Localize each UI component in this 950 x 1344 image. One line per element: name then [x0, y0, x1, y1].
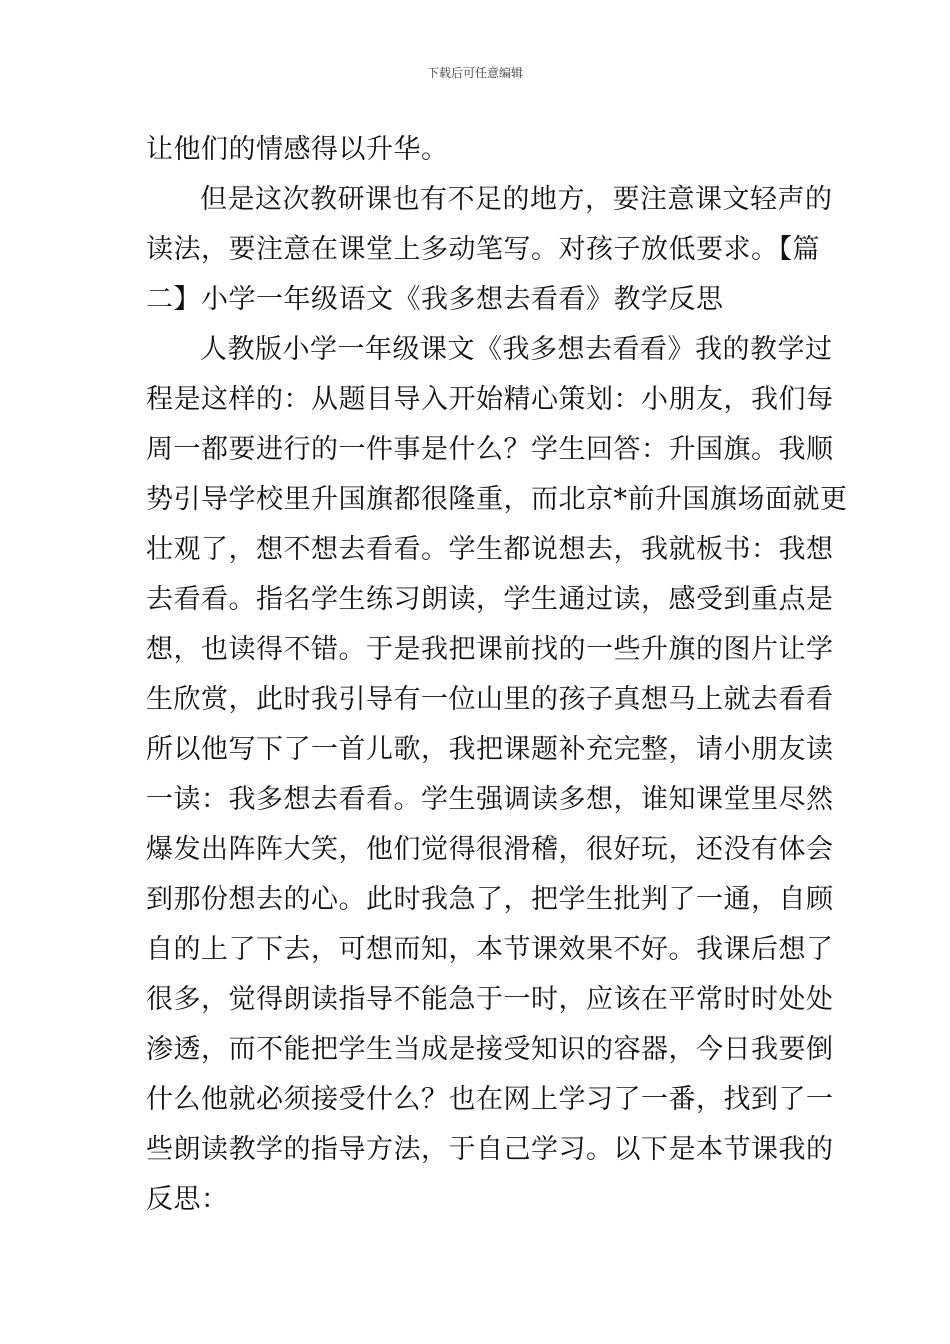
text-line: 自的上了下去，可想而知，本节课效果不好。我课后想了 [146, 934, 834, 965]
text-line: 二】小学一年级语文《我多想去看看》教学反思 [146, 284, 724, 315]
text-line: 所以他写下了一首儿歌，我把课题补充完整，请小朋友读 [146, 734, 834, 765]
text-line: 渗透，而不能把学生当成是接受知识的容器，今日我要倒 [146, 1034, 834, 1065]
text-line: 周一都要进行的一件事是什么？学生回答：升国旗。我顺 [146, 434, 834, 465]
text-line: 很多，觉得朗读指导不能急于一时，应该在平常时时处处 [146, 984, 834, 1015]
text-line: 爆发出阵阵大笑，他们觉得很滑稽，很好玩，还没有体会 [146, 834, 834, 865]
text-line: 去看看。指名学生练习朗读，学生通过读，感受到重点是 [146, 584, 834, 615]
text-line: 人教版小学一年级课文《我多想去看看》我的教学过 [200, 334, 833, 365]
text-line: 让他们的情感得以升华。 [146, 134, 449, 165]
text-line: 反思： [146, 1184, 229, 1215]
text-line: 一读：我多想去看看。学生强调读多想，谁知课堂里尽然 [146, 784, 834, 815]
text-line: 壮观了，想不想去看看。学生都说想去，我就板书：我想 [146, 534, 834, 565]
page-header: 下载后可任意编辑 [426, 66, 523, 80]
text-line: 但是这次教研课也有不足的地方，要注意课文轻声的 [200, 184, 833, 215]
text-line: 生欣赏，此时我引导有一位山里的孩子真想马上就去看看 [146, 684, 834, 715]
text-line: 势引导学校里升国旗都很隆重，而北京*前升国旗场面就更 [146, 484, 848, 515]
text-line: 什么他就必须接受什么？也在网上学习了一番，找到了一 [146, 1084, 834, 1115]
text-line: 到那份想去的心。此时我急了，把学生批判了一通，自顾 [146, 884, 834, 915]
text-line: 读法，要注意在课堂上多动笔写。对孩子放低要求。【篇 [146, 234, 820, 265]
text-line: 想，也读得不错。于是我把课前找的一些升旗的图片让学 [146, 634, 834, 665]
text-line: 些朗读教学的指导方法，于自己学习。以下是本节课我的 [146, 1134, 834, 1165]
text-line: 程是这样的：从题目导入开始精心策划：小朋友，我们每 [146, 384, 834, 415]
